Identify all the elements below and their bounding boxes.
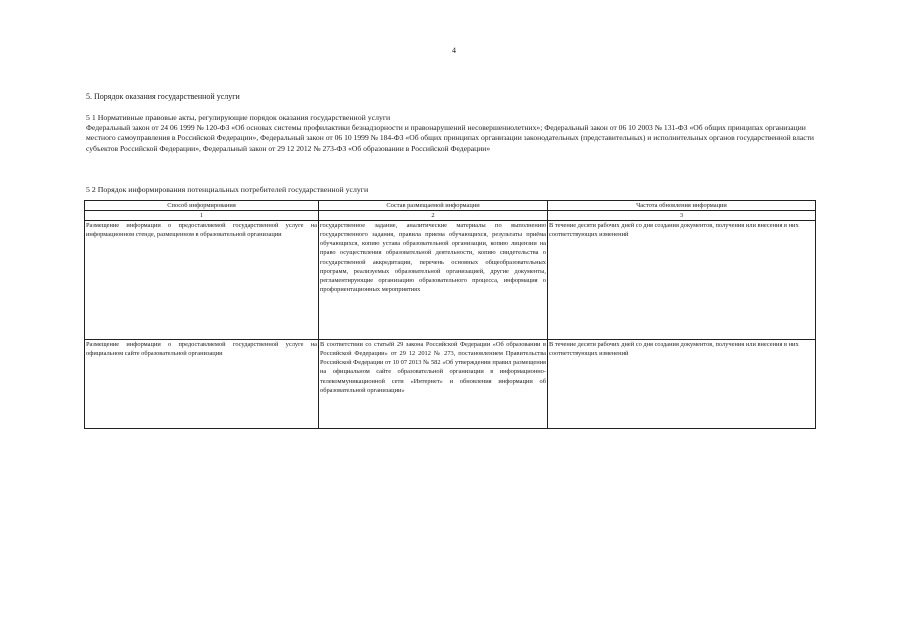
cell-content: В соответствии со статьёй 29 закона Российской Федерации «Об образовании в Российской Федерации» от 29 12 2012 № 273, постановлением Правительства Российской Федерации от 10 07 2013 № 582 «Об утверждении правил размещения на официальном сайте образовательной организации в информационно-телекоммуникационной сети «Интернет» и обновления информации об образовательной организации» [319,340,548,429]
information-table [84,200,816,429]
cell-frequency: В течение десяти рабочих дней со дня создания документов, получения или внесения в них соответствующих изменений [548,221,816,340]
table-row [85,340,816,429]
cell-content: государственное задание, аналитические материалы по выполнению государственного задания, правила приема обучающихся, результаты приёма обучающихся, копию устава образовательной организации, копию лицензии на право осуществления образовательной деятельности, копию свидетельства о государственной аккредитации, перечень основных общеобразовательных программ, реализуемых образовательной организацией, другие документы, регламентирующие организацию образовательного процесса, информация о профориентационных мероприятиях [319,221,548,340]
column-number: 2 [319,211,548,221]
normative-acts-text: Федеральный закон от 24 06 1999 № 120-ФЗ «Об основах системы профилактики безнадзорности и правонарушений несовершеннолетних»; Федеральный закон от 06 10 2003 № 131-ФЗ «Об общих принципах организации местного самоуправления в Российской Федерации», Федеральный закон от 06 10 1999 № 184-ФЗ «Об общих принципах организации законодательных (представительных) и исполнительных органов государственной власти субъектов Российской Федерации», Федеральный закон от 29 12 2012 № 273-ФЗ «Об образовании в Российской Федерации» [86,123,814,153]
column-number: 3 [548,211,816,221]
table-row [85,221,816,340]
table-header-row [85,201,816,211]
cell-method: Размещение информации о предоставляемой государственной услуге на информационном стенде, размещенном в образовательной организации [85,221,319,340]
header-frequency: Частота обновления информации [548,201,816,211]
column-number: 1 [85,211,319,221]
cell-frequency: В течение десяти рабочих дней со дня создания документов, получения или внесения в них соответствующих изменений [548,340,816,429]
subsection-2-heading: 5 2 Порядок информирования потенциальных потребителей государственной услуги [86,185,369,194]
header-content: Состав размещаемой информации [319,201,548,211]
page-number: 4 [452,46,456,55]
table-column-number-row [85,211,816,221]
subsection-1-heading: 5 1 Нормативные правовые акты, регулирующие порядок оказания государственной услуги [86,113,391,122]
header-method: Способ информирования [85,201,319,211]
cell-method: Размещение информации о предоставляемой государственной услуге на официальном сайте образовательной организации [85,340,319,429]
section-title: 5. Порядок оказания государственной услуги [86,92,240,101]
